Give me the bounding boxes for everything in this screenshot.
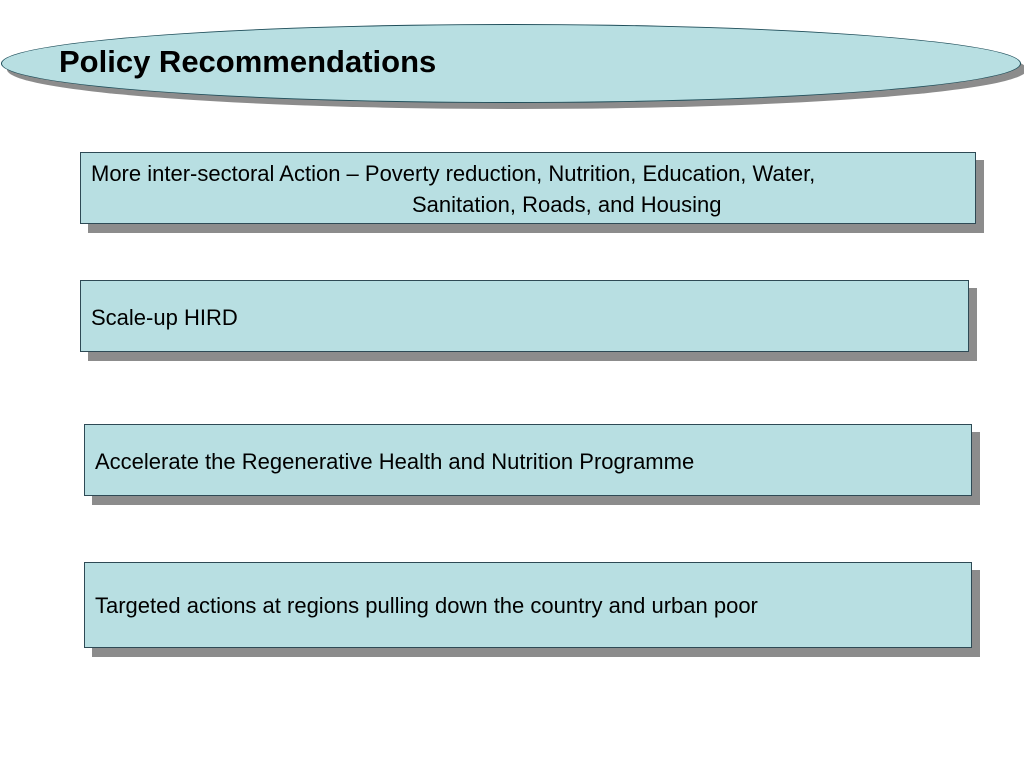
recommendation-text: Accelerate the Regenerative Health and Nutrition Programme	[95, 449, 695, 474]
recommendation-text: Targeted actions at regions pulling down the country and urban poor	[95, 593, 758, 618]
recommendation-box-regenerative-health	[84, 424, 972, 496]
recommendation-text-continued: Sanitation, Roads, and Housing	[412, 192, 722, 217]
recommendation-box-inter-sectoral	[80, 152, 976, 224]
recommendation-text: Scale-up HIRD	[91, 305, 238, 330]
recommendation-text: More inter-sectoral Action – Poverty reduction, Nutrition, Education, Water,	[91, 161, 816, 186]
recommendation-box-targeted-actions	[84, 562, 972, 648]
slide-title: Policy Recommendations	[59, 44, 437, 79]
recommendation-box-scale-up-hird	[80, 280, 969, 352]
